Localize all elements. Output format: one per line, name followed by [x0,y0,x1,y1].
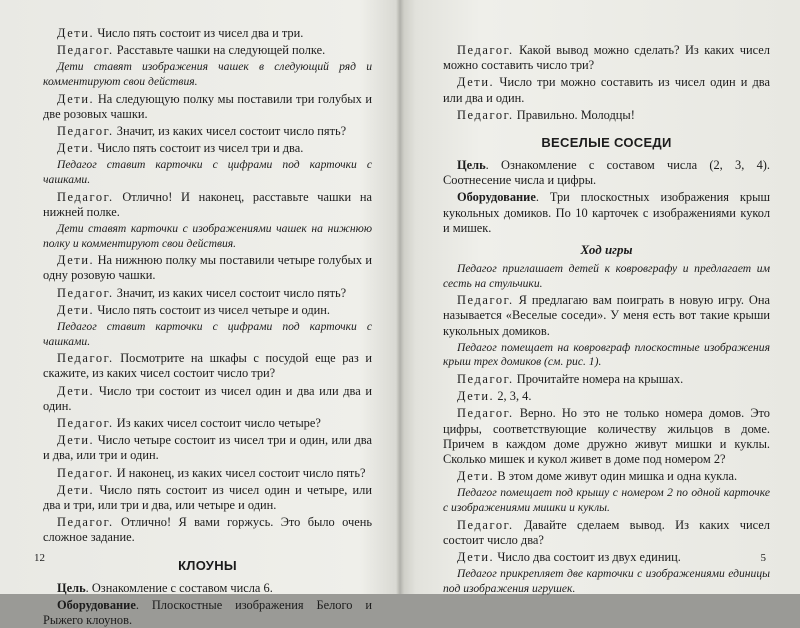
dialogue-line [43,303,372,318]
stage-direction: Дети ставят изображения чашек в следующий ряд и комментируют свои действия. [43,60,372,88]
equipment-text: . Три плоскостных изображения крыш кукольных домиков. По 10 карточек с изображениями кукол и мишек. [443,190,770,235]
dialogue-text: Прочитайте номера на крышах. [516,372,684,387]
dialogue-text: Посмотрите на шкафы с посудой еще раз и скажите, из каких чисел состоит число три? [43,351,372,381]
section-title-neighbors: ВЕСЕЛЫЕ СОСЕДИ [541,135,672,151]
dialogue-line [43,384,372,414]
speaker-label: Дети. [457,389,495,404]
speaker-label: Дети. [57,383,95,398]
subsection-title: Ход игры [580,242,633,258]
dialogue-text: Значит, из каких чисел состоит число пять? [116,285,347,300]
goal-label: Цель [457,158,486,173]
dialogue-line [443,469,770,484]
dialogue-text: Значит, из каких чисел состоит число пять? [116,124,347,138]
dialogue-line [43,26,372,41]
goal-text: . Ознакомление с составом числа (2, 3, 4). Соотнесение числа и цифры. [443,158,770,188]
dialogue-line [443,518,770,548]
equipment-text: . Плоскостные изображения Белого и Рыжего клоунов. [43,597,372,628]
dialogue-text: И наконец, из каких чисел состоит число пять? [116,465,366,480]
dialogue-text: Число два состоит из двух единиц. [497,550,681,565]
dialogue-line [443,372,770,387]
dialogue-line [443,293,770,339]
speaker-label: Педагог. [57,465,114,480]
dialogue-line [443,108,770,123]
equipment-paragraph [443,190,770,236]
dialogue-text: Число пять состоит из чисел четыре и один. [97,302,331,317]
page-number-left: 12 [34,552,45,564]
dialogue-line [443,550,770,565]
section-title-clowns: КЛОУНЫ [178,557,237,573]
speaker-label: Педагог. [57,189,114,204]
speaker-label: Дети. [57,302,95,317]
dialogue-text: Число пять состоит из чисел два и три. [97,26,304,40]
goal-label: Цель [57,580,86,595]
speaker-label: Дети. [57,26,95,40]
dialogue-line [43,351,372,381]
dialogue-line [43,43,372,58]
speaker-label: Дети. [457,75,495,90]
speaker-label: Педагог. [457,372,514,387]
speaker-label: Дети. [457,469,495,484]
speaker-label: Дети. [57,482,95,497]
right-page [400,0,800,594]
dialogue-text: Правильно. Молодцы! [516,107,635,122]
page-number-right: 5 [760,552,766,564]
right-page-text [443,262,770,596]
left-page-text [43,26,372,546]
stage-direction: Педагог приглашает детей к ковровграфу и предлагает им сесть на стульчики. [443,262,770,290]
dialogue-text: Число пять состоит из чисел один и четыре, или два и три, или три и два, или четыре и один. [43,482,372,513]
dialogue-text: Давайте сделаем вывод. Из каких чисел состоит число два? [443,517,770,547]
stage-direction: Педагог ставит карточки с цифрами под карточки с чашками. [43,158,372,186]
dialogue-text: Число четыре состоит из чисел три и один, или два и два, или три и один. [43,433,372,463]
right-page-intro [443,43,770,123]
stage-direction: Педагог помещает на ковровграф плоскостные изображения крыш трех домиков (см. рис. 1). [443,340,770,369]
dialogue-line [43,433,372,463]
speaker-label: Педагог. [57,515,114,530]
dialogue-text: На нижнюю полку мы поставили четыре голубых и одну розовую чашки. [43,253,372,283]
stage-direction: Педагог помещает под крышу с номером 2 по одной карточке с изображениями мишки и куклы. [443,486,770,515]
dialogue-text: Число три можно составить из чисел один и два или два и один. [443,75,770,105]
stage-direction: Педагог прикрепляет две карточки с изображениями единицы под изображения игрушек. [443,567,770,595]
speaker-label: Педагог. [457,293,514,308]
equipment-paragraph [43,598,372,628]
dialogue-text: Отлично! И наконец, расставьте чашки на нижней полке. [43,189,372,219]
dialogue-line [443,389,770,404]
speaker-label: Педагог. [457,517,514,532]
dialogue-text: В этом доме живут один мишка и одна кукла. [497,469,738,484]
speaker-label: Дети. [57,91,95,106]
equipment-label: Оборудование [57,597,136,612]
dialogue-line [443,406,770,467]
speaker-label: Педагог. [57,43,114,58]
dialogue-text: Отлично! Я вами горжусь. Это было очень сложное задание. [43,515,372,545]
dialogue-text: 2, 3, 4. [497,389,532,404]
dialogue-text: Число пять состоит из чисел три и два. [97,141,304,156]
dialogue-line [43,515,372,545]
speaker-label: Дети. [57,253,95,268]
dialogue-line [443,43,770,73]
dialogue-line [443,75,770,105]
dialogue-text: Верно. Но это не только номера домов. Это цифры, соответствующие количеству жильцов в доме. Причем в каждом доме дружно живут мишки и куклы. Сколько мишек и кукол живет в доме под номером 2? [443,406,770,467]
dialogue-line [43,141,372,156]
dialogue-text: Число три состоит из чисел один и два или два и один. [43,383,372,413]
speaker-label: Дети. [457,550,495,565]
goal-paragraph [443,158,770,188]
stage-direction: Педагог ставит карточки с цифрами под карточки с чашками. [43,320,372,348]
dialogue-line [43,124,372,139]
dialogue-line [43,466,372,481]
speaker-label: Педагог. [57,124,114,138]
dialogue-line [43,416,372,431]
speaker-label: Педагог. [57,416,114,430]
stage-direction: Дети ставят карточки с изображениями чашек на нижнюю полку и комментируют свои действия. [43,222,372,250]
speaker-label: Педагог. [457,107,514,122]
dialogue-text: Из каких чисел состоит число четыре? [116,416,321,430]
dialogue-line [43,190,372,220]
dialogue-line [43,286,372,301]
speaker-label: Дети. [57,433,95,448]
dialogue-line [43,92,372,122]
speaker-label: Педагог. [57,351,114,366]
dialogue-text: На следующую полку мы поставили три голубых и две розовых чашки. [43,91,372,121]
speaker-label: Педагог. [457,406,514,421]
speaker-label: Дети. [57,141,95,156]
dialogue-text: Расставьте чашки на следующей полке. [116,43,326,58]
speaker-label: Педагог. [457,43,514,57]
equipment-label: Оборудование [457,190,536,205]
dialogue-text: Какой вывод можно сделать? Из каких чисел можно составить число три? [443,43,770,73]
dialogue-line [43,253,372,283]
dialogue-line [43,483,372,513]
goal-text: . Ознакомление с составом числа 6. [85,580,273,595]
speaker-label: Педагог. [57,285,114,300]
dialogue-text: Я предлагаю вам поиграть в новую игру. Она называется «Веселые соседи». У меня есть вот такие крыши кукольных домиков. [443,293,770,338]
